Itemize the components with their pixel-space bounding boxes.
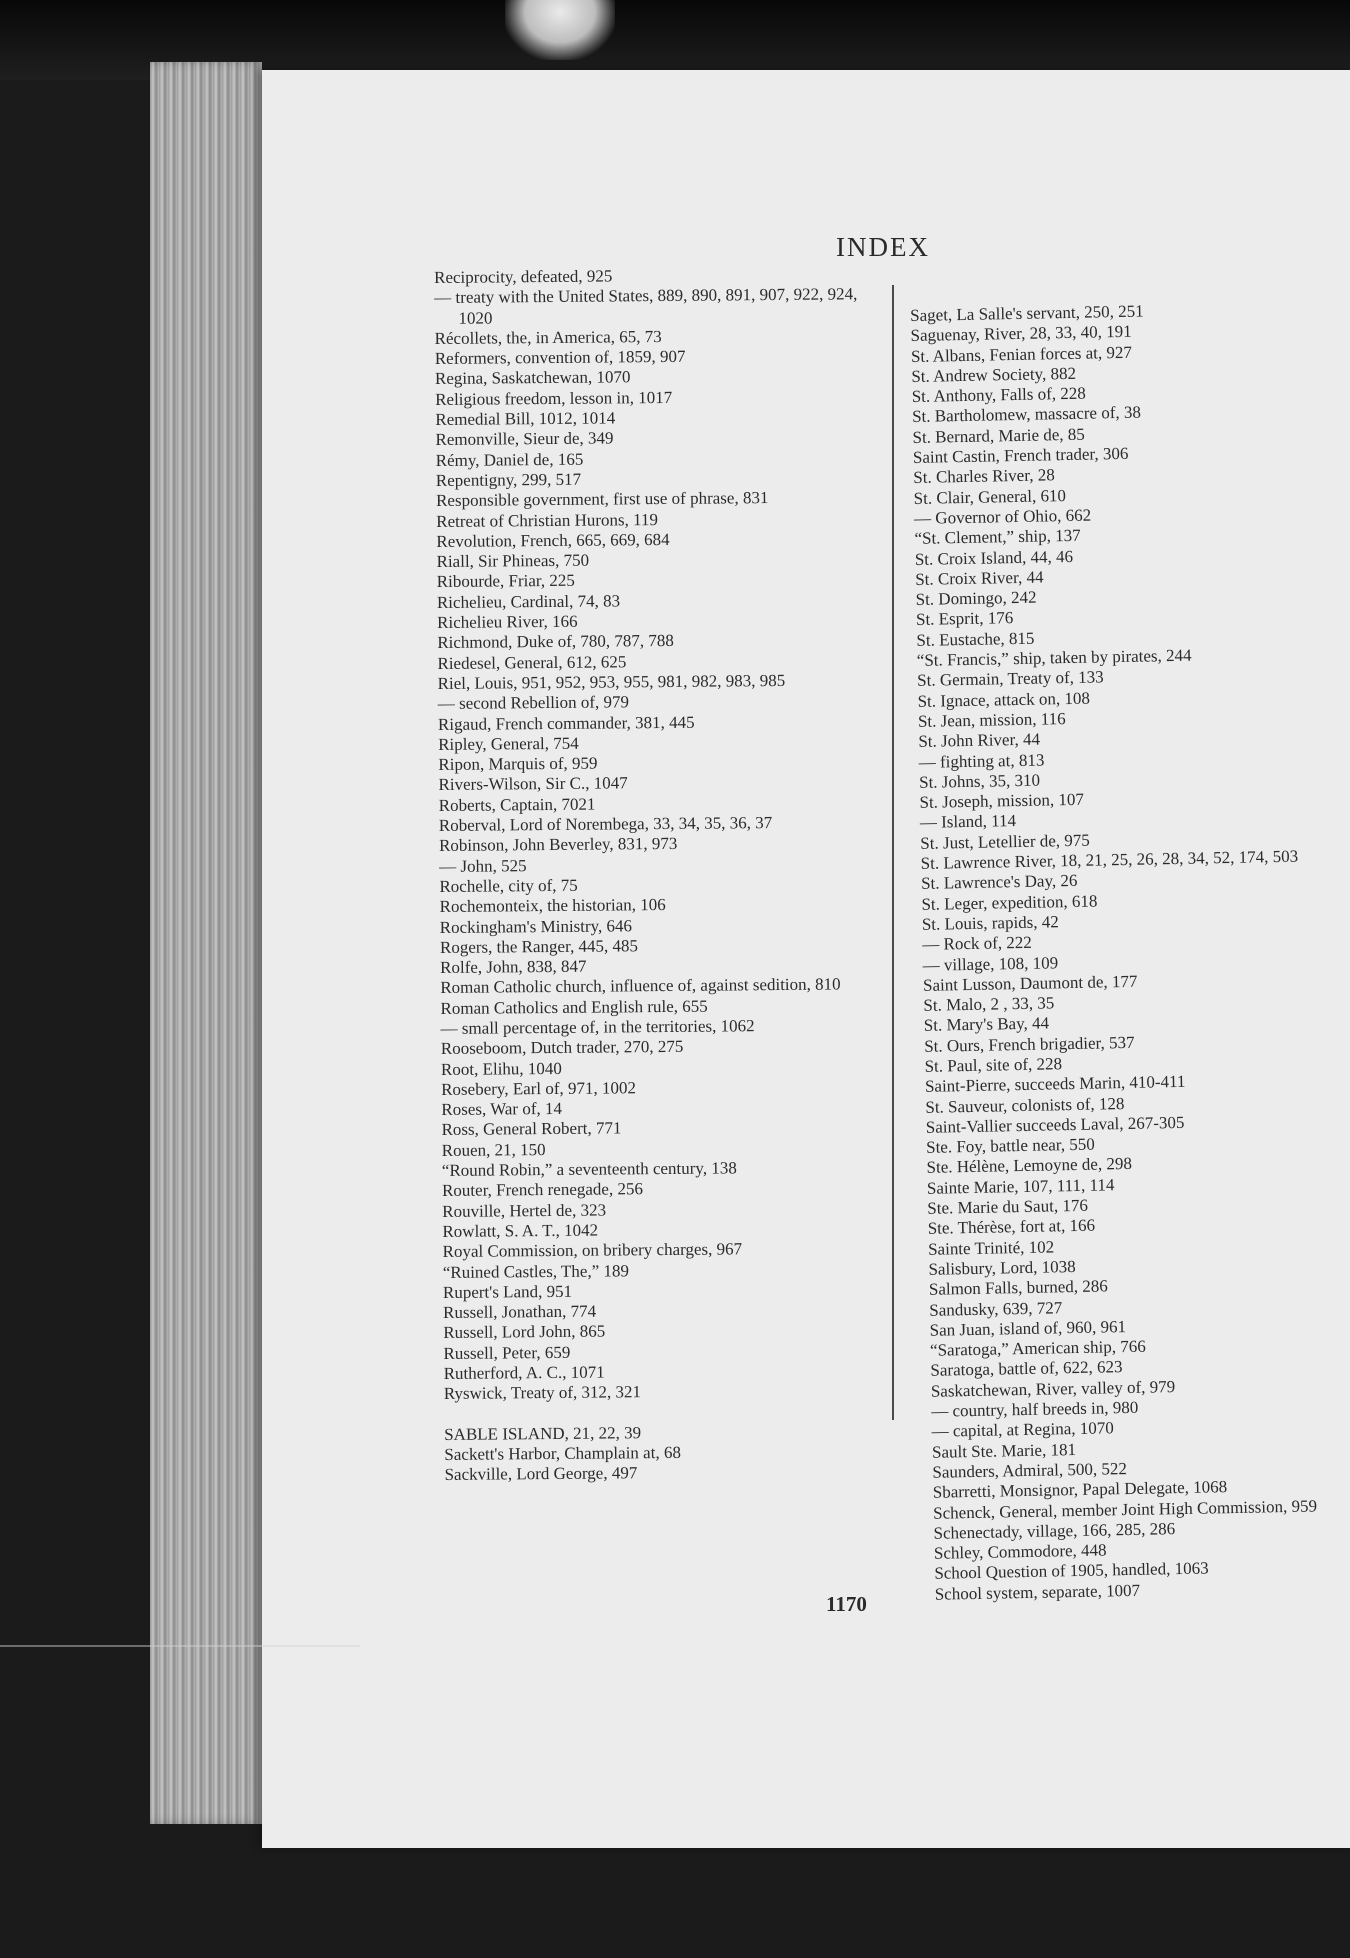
index-entry: Rockingham's Ministry, 646 [439, 915, 633, 937]
index-entry: — John, 525 [439, 855, 527, 876]
index-entry: Rogers, the Ranger, 445, 485 [439, 936, 639, 957]
index-entry: Richelieu, Cardinal, 74, 83 [436, 591, 621, 612]
index-entry: Rutherford, A. C., 1071 [443, 1362, 605, 1383]
index-entry: — capital, at Regina, 1070 [931, 1418, 1114, 1442]
index-entry: Salmon Falls, burned, 286 [928, 1276, 1109, 1300]
index-entry: Roman Catholic church, influence of, against sedition, 810 [440, 974, 841, 998]
index-entry: — country, half breeds in, 980 [931, 1397, 1139, 1421]
index-entry: Router, French renegade, 256 [441, 1179, 644, 1201]
index-entry: St. Paul, site of, 228 [924, 1054, 1063, 1076]
index-entry: Rouen, 21, 150 [441, 1139, 546, 1160]
page-number: 1170 [826, 1592, 867, 1616]
index-entry: Saint Lusson, Daumont de, 177 [922, 971, 1138, 995]
index-entry: — treaty with the United States, 889, 890, 891, 907, 922, 924, 1020 [434, 284, 858, 328]
index-entry: Religious freedom, lesson in, 1017 [435, 387, 673, 409]
index-entry: Ross, General Robert, 771 [441, 1118, 622, 1140]
index-entry: — Island, 114 [919, 811, 1017, 833]
index-entry: “Ruined Castles, The,” 189 [442, 1260, 630, 1282]
index-entry: St. Charles River, 28 [913, 465, 1055, 488]
index-entry: Revolution, French, 665, 669, 684 [436, 529, 670, 551]
index-entry: Responsible government, first use of phrase, 831 [435, 488, 769, 511]
index-entry: Retreat of Christian Hurons, 119 [436, 509, 659, 531]
index-entry: Schenectady, village, 166, 285, 286 [933, 1518, 1176, 1543]
index-entry: Ste. Hélène, Lemoyne de, 298 [926, 1154, 1133, 1178]
index-entry: St. Johns, 35, 310 [918, 770, 1041, 792]
index-entry: St. Lawrence's Day, 26 [920, 871, 1078, 894]
index-entry: Rupert's Land, 951 [442, 1281, 573, 1302]
index-entry: Roberval, Lord of Norembega, 33, 34, 35, 36, 37 [438, 813, 773, 835]
index-entry: Rivers-Wilson, Sir C., 1047 [438, 773, 628, 795]
index-entry: School system, separate, 1007 [934, 1580, 1141, 1604]
index-entry: SABLE ISLAND, 21, 22, 39 [444, 1422, 642, 1444]
index-entry: St. Andrew Society, 882 [911, 363, 1077, 386]
index-entry: St. Esprit, 176 [915, 608, 1014, 630]
index-entry: St. Leger, expedition, 618 [921, 891, 1098, 914]
index-entry: Sackett's Harbor, Champlain at, 68 [444, 1442, 681, 1464]
index-entry: Schley, Commodore, 448 [933, 1540, 1107, 1563]
index-entry: — second Rebellion of, 979 [437, 692, 630, 714]
index-entry: St. Anthony, Falls of, 228 [911, 383, 1087, 407]
index-entry: “St. Francis,” ship, taken by pirates, 244 [916, 645, 1192, 670]
index-entry: Ripon, Marquis of, 959 [438, 753, 598, 775]
index-entry: Saint-Pierre, succeeds Marin, 410-411 [924, 1072, 1186, 1097]
index-entry: “Saratoga,” American ship, 766 [929, 1336, 1146, 1360]
index-entry: St. Just, Letellier de, 975 [920, 830, 1090, 853]
index-entry: St. Jean, mission, 116 [917, 709, 1066, 731]
index-entry: Rosebery, Earl of, 971, 1002 [441, 1078, 637, 1099]
index-entry: St. Ours, French brigadier, 537 [924, 1032, 1135, 1056]
index-entry: St. Bernard, Marie de, 85 [912, 424, 1085, 447]
index-entry: Ripley, General, 754 [438, 733, 579, 754]
index-entry: Saunders, Admiral, 500, 522 [932, 1458, 1128, 1482]
index-entry: Saint Castin, French trader, 306 [912, 443, 1129, 468]
index-entry: Russell, Lord John, 865 [443, 1321, 606, 1343]
index-entry: St. Joseph, mission, 107 [919, 789, 1085, 813]
index-entry: Robinson, John Beverley, 831, 973 [438, 834, 678, 856]
index-entry: Rochelle, city of, 75 [439, 875, 578, 896]
index-entry: Roman Catholics and English rule, 655 [440, 996, 708, 1018]
index-entry: Reciprocity, defeated, 925 [434, 266, 613, 287]
book-page-edges [150, 62, 262, 1824]
index-entry: Remedial Bill, 1012, 1014 [435, 408, 616, 430]
index-entry: St. Eustache, 815 [916, 628, 1035, 650]
index-entry: Salisbury, Lord, 1038 [928, 1256, 1076, 1279]
index-column-left [434, 264, 875, 1485]
index-entry: — Rock of, 222 [922, 932, 1032, 955]
index-entry: Schenck, General, member Joint High Commission, 959 [932, 1495, 1318, 1523]
index-column-right [910, 298, 1345, 1605]
index-entry: St. Croix Island, 44, 46 [914, 546, 1074, 569]
index-entry: Rooseboom, Dutch trader, 270, 275 [440, 1037, 684, 1059]
index-entry: — fighting at, 813 [918, 750, 1045, 772]
index-entry: Saguenay, River, 28, 33, 40, 191 [910, 322, 1132, 346]
index-entry: Ste. Marie du Saut, 176 [927, 1195, 1089, 1218]
column-divider [892, 285, 894, 1420]
index-entry: Ryswick, Treaty of, 312, 321 [443, 1382, 642, 1404]
index-entry: St. Sauveur, colonists of, 128 [925, 1093, 1125, 1117]
index-entry: Riedesel, General, 612, 625 [437, 651, 627, 673]
index-entry: St. Malo, 2 , 33, 35 [923, 993, 1055, 1015]
index-entry: St. Albans, Fenian forces at, 927 [910, 342, 1133, 366]
index-entry: St. Domingo, 242 [915, 587, 1037, 610]
index-entry: St. Germain, Treaty of, 133 [917, 667, 1104, 691]
index-entry: Saskatchewan, River, valley of, 979 [930, 1376, 1176, 1401]
index-entry: Ste. Thérèse, fort at, 166 [927, 1215, 1096, 1239]
index-entry: Sbarretti, Monsignor, Papal Delegate, 1068 [932, 1477, 1228, 1502]
index-entry: St. Croix River, 44 [915, 567, 1044, 589]
index-entry: Repentigny, 299, 517 [435, 469, 582, 490]
index-entry: Ste. Foy, battle near, 550 [925, 1134, 1095, 1158]
index-entry: Remonville, Sieur de, 349 [435, 428, 614, 450]
index-entry: Sackville, Lord George, 497 [444, 1463, 638, 1485]
index-entry: Rochemonteix, the historian, 106 [439, 895, 666, 917]
index-entry: “Round Robin,” a seventeenth century, 138 [441, 1158, 737, 1181]
index-entry: Saint-Vallier succeeds Laval, 267-305 [925, 1112, 1185, 1137]
index-entry: Récollets, the, in America, 65, 73 [434, 326, 662, 348]
index-entry: Sault Ste. Marie, 181 [931, 1439, 1077, 1462]
index-entry: St. Ignace, attack on, 108 [917, 688, 1091, 711]
index-entry: St. Mary's Bay, 44 [923, 1013, 1050, 1036]
index-entry: Richelieu River, 166 [437, 611, 578, 633]
index-entry: “St. Clement,” ship, 137 [914, 526, 1081, 549]
index-entry: St. John River, 44 [918, 729, 1041, 752]
index-entry: Saget, La Salle's servant, 250, 251 [910, 301, 1144, 325]
index-entry: St. Bartholomew, massacre of, 38 [911, 403, 1142, 427]
scan-line-artifact [0, 1645, 360, 1647]
index-entry: St. Clair, General, 610 [913, 485, 1067, 508]
index-entry: Roberts, Captain, 7021 [438, 794, 596, 815]
index-entry: Russell, Jonathan, 774 [443, 1301, 597, 1323]
index-entry: San Juan, island of, 960, 961 [929, 1316, 1127, 1340]
index-entry: Roses, War of, 14 [441, 1099, 563, 1120]
index-entry: Rémy, Daniel de, 165 [435, 449, 584, 470]
index-entry: — small percentage of, in the territories, 1062 [440, 1016, 755, 1038]
index-entry: Reformers, convention of, 1859, 907 [434, 346, 686, 369]
index-entry: Rouville, Hertel de, 323 [442, 1200, 607, 1221]
index-entry: Rowlatt, S. A. T., 1042 [442, 1220, 599, 1241]
index-entry: Rigaud, French commander, 381, 445 [437, 712, 695, 734]
index-entry: Richmond, Duke of, 780, 787, 788 [437, 631, 674, 653]
index-entry: — Governor of Ohio, 662 [913, 505, 1092, 528]
index-entry: Saratoga, battle of, 622, 623 [930, 1357, 1123, 1381]
index-entry: Sandusky, 639, 727 [929, 1297, 1063, 1320]
index-entry: Regina, Saskatchewan, 1070 [434, 367, 631, 389]
index-entry: Root, Elihu, 1040 [440, 1058, 562, 1079]
index-entry: Ribourde, Friar, 225 [436, 571, 575, 592]
index-entry: St. Lawrence River, 18, 21, 25, 26, 28, 34, 52, 174, 503 [920, 846, 1299, 873]
index-entry: Sainte Marie, 107, 111, 114 [926, 1175, 1115, 1198]
scan-artifact [505, 0, 615, 60]
index-entry: School Question of 1905, handled, 1063 [934, 1558, 1209, 1584]
index-entry: Sainte Trinité, 102 [927, 1237, 1055, 1259]
index-entry: Riel, Louis, 951, 952, 953, 955, 981, 982, 983, 985 [437, 670, 786, 693]
index-entry: Rolfe, John, 838, 847 [440, 956, 587, 978]
index-entry: Royal Commission, on bribery charges, 967 [442, 1239, 743, 1262]
index-entry: — village, 108, 109 [922, 952, 1059, 975]
index-entry: St. Louis, rapids, 42 [921, 912, 1059, 934]
index-entry: Russell, Peter, 659 [443, 1342, 571, 1363]
page-title: INDEX [836, 232, 930, 262]
index-entry: Riall, Sir Phineas, 750 [436, 550, 590, 572]
